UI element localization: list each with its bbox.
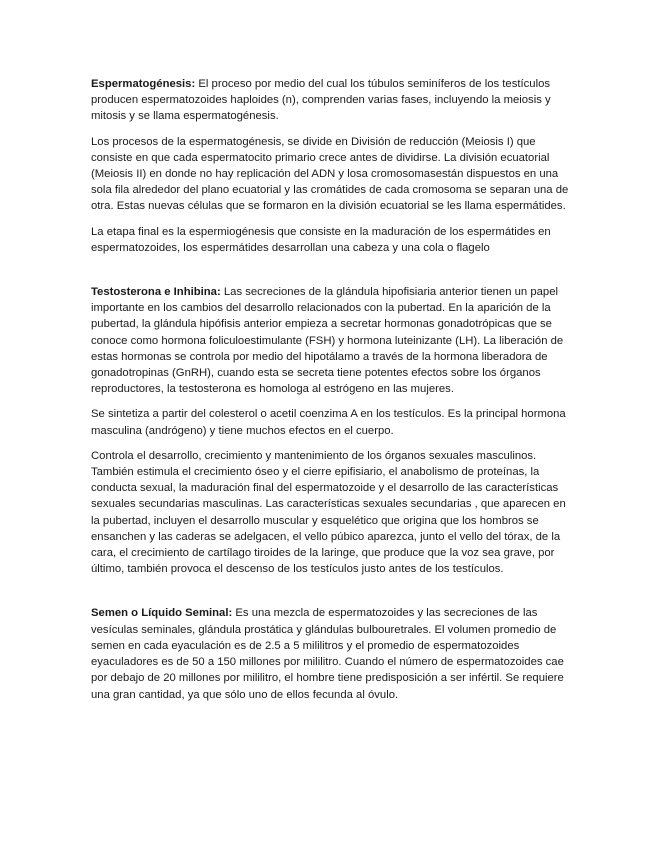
espermatogenesis-process-paragraph: Los procesos de la espermatogénesis, se divide en División de reducción (Meiosis I) que consiste en que cada espermatocito primario crece antes de dividirse. La división ecuatorial (Meiosis II) en donde no hay replicación del ADN y losa cromosomasestán dispuestos en una sola fila alrededor del plano ecuatorial y las cromátides de cada cromosoma se separan una de otra. Estas nuevas células que se formaron en la división ecuatorial se les llama espermátides. bbox=[91, 135, 569, 213]
espermatogenesis-intro-paragraph bbox=[91, 76, 569, 125]
espermatogenesis-intro-text: El proceso por medio del cual los túbulos seminíferos de los testículos producen espermatozoides haploides (n), comprenden varias fases, incluyendo la meiosis y mitosis y se llama espermatogénesis. bbox=[91, 78, 551, 123]
document-page bbox=[91, 76, 569, 703]
semen-paragraph bbox=[91, 605, 569, 702]
testosterona-synthesis-paragraph: Se sintetiza a partir del colesterol o acetil coenzima A en los testículos. Es la principal hormona masculina (andrógeno) y tiene muchos efectos en el cuerpo. bbox=[91, 408, 566, 437]
testosterona-effects-paragraph: Controla el desarrollo, crecimiento y mantenimiento de los órganos sexuales masculinos. También estimula el crecimiento óseo y el cierre epifisiario, el anabolismo de proteínas, la conducta sexual, la maduración final del espermatozoide y el desarrollo de las características sexuales secundarias masculinas. Las características sexuales secundarias , que aparecen en la pubertad, incluyen el desarrollo muscular y esquelético que origina que los hombros se ensanchen y las caderas se adelgacen, el vello púbico aparezca, junto el vello del tórax, de la cara, el crecimiento de cartílago tiroides de la laringe, que produce que la voz sea grave, por último, también provoca el descenso de los testículos justo antes de los testículos. bbox=[91, 449, 566, 576]
espermatogenesis-term: Espermatogénesis: bbox=[91, 78, 196, 90]
testosterona-intro-paragraph bbox=[91, 284, 569, 397]
semen-term: Semen o Líquido Seminal: bbox=[91, 607, 233, 620]
espermiogenesis-paragraph: La etapa final es la espermiogénesis que consiste en la maduración de los espermátides en espermatozoides, los espermátides desarrollan una cabeza y una cola o flagelo bbox=[91, 225, 551, 254]
semen-text: Es una mezcla de espermatozoides y las secreciones de las vesículas seminales, glándula prostática y glándulas bulbouretrales. El volumen promedio de semen en cada eyaculación es de 2.5 a 5 mililitros y el promedio de espermatozoides eyaculadores es de 50 a 150 millones por mililitro. Cuando el número de espermatozoides cae por debajo de 20 millones por mililitro, el hombre tiene predisposición a ser infértil. Se requiere una gran cantidad, ya que sólo uno de ellos fecunda al óvulo. bbox=[91, 607, 564, 701]
testosterona-intro-text: Las secreciones de la glándula hipofisiaria anterior tienen un papel importante en los cambios del desarrollo relacionados con la pubertad. En la aparición de la pubertad, la glándula hipófisis anterior empieza a secretar hormonas gonadotrópicas que se conoce como hormona foliculoestimulante (FSH) y hormona luteinizante (LH). La liberación de estas hormonas se controla por medio del hipotálamo a través de la hormona liberadora de gonadotropinas (GnRH), cuando esta se secreta tiene potentes efectos sobre los órganos reproductores, la testosterona es homologa al estrógeno en las mujeres. bbox=[91, 286, 564, 396]
testosterona-term: Testosterona e Inhibina: bbox=[91, 286, 221, 299]
